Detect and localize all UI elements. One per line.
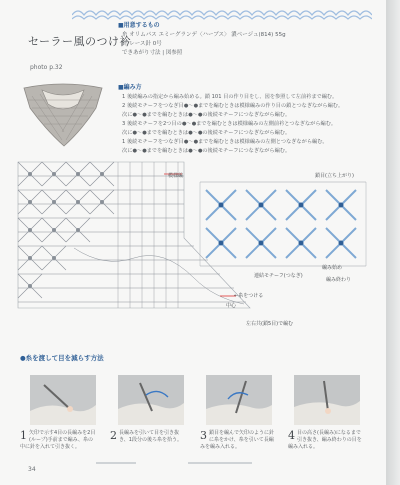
step-number: 4 [288,429,295,442]
step-caption-1 [20,430,96,451]
instruction-line: 2 後続モチーフをつなぎ目●〜●までを編むときは模様編みの作り目の鎖とつなぎながら編む。 [122,103,344,109]
step-photo-2 [118,375,184,425]
motif-chart [196,178,370,270]
step-caption-4 [288,430,364,451]
join-b-label: 編み終わり [326,277,352,283]
step-text: 目の高さ(長編み)になるまで引き抜き、編み終わりの目を編み入れる。 [288,430,362,450]
step-number: 1 [20,429,27,442]
instruction-line: 1 後続モチーフをつなぎ目●〜●までを編むときは模様編みの左側とつなぎながら編む。 [122,139,328,145]
step-text: 長編みを引いて目を引き抜き、1段分の後ろ糸を拾う。 [119,430,182,443]
footer-rule [96,462,136,464]
material-line: できあがり寸法 | 図参照 [122,50,183,56]
instruction-line: 1 後続編みの指定から編み始める。鎖 101 目の作り目をし、図を参照して左前衿まで編む。 [122,94,338,100]
center-label: 中心 [226,303,237,309]
instructions-heading: ■編み方 [118,84,142,91]
join-start-label: 鎖目(立ち上がり) [315,173,354,179]
step-caption-3 [200,430,276,451]
step-caption-2 [110,430,186,444]
right-note-label: ←糸をつける [234,293,264,299]
pattern-start-label: 模様編 [168,173,184,179]
step-text: 鎖目を編んで矢印のように針に糸をかけ、糸を引いて長編みを編み入れる。 [200,430,275,450]
step-photo-3 [206,375,272,425]
step-number: 2 [110,429,117,442]
material-line: 針 レース針 0号 [122,41,162,47]
page-title: セーラー風のつけ衿 [28,35,132,48]
decrease-method-heading: ●糸を渡して目を減らす方法 [20,354,104,362]
page-number: 34 [28,466,36,473]
step-photo-1 [30,375,96,425]
step-text: 矢印で示す4目の長編みを2目(ループ)手前まで編み、糸の中に針を入れて引き抜く。 [20,430,96,450]
scallop-border [72,8,372,22]
photo-reference: photo p.32 [30,64,63,71]
connect-motif-label: 連結モチーフ(つなぎ) [254,273,303,279]
material-line: 糸 オリムパス エミーグランデ〈ハーブス〉 濃ベージュ(814) 55g [122,32,286,38]
book-spine [386,0,400,485]
instruction-line: 次に●〜●までを編むときは●〜●の後続モチーフにつなぎながら編む。 [122,148,291,154]
footer-rule [188,462,252,464]
collar-photo [22,82,104,150]
instruction-line: 次に●〜●までを編むときは●〜●の後続モチーフにつなぎながら編む。 [122,112,291,118]
materials-heading: ■用意するもの [118,22,160,29]
chain-note-label: 左右共(鎖5目)で編む [246,321,294,327]
step-photo-4 [294,375,360,425]
instruction-line: 次に●〜●までを編むときは●〜●の後続モチーフにつなぎながら編む。 [122,130,291,136]
join-a-label: 編み始め [322,265,343,271]
instruction-line: 3 後続モチーフを2つ目の●〜●までを編むときは模様編みの左側前衿とつなぎながら編む。 [122,121,337,127]
step-number: 3 [200,429,207,442]
